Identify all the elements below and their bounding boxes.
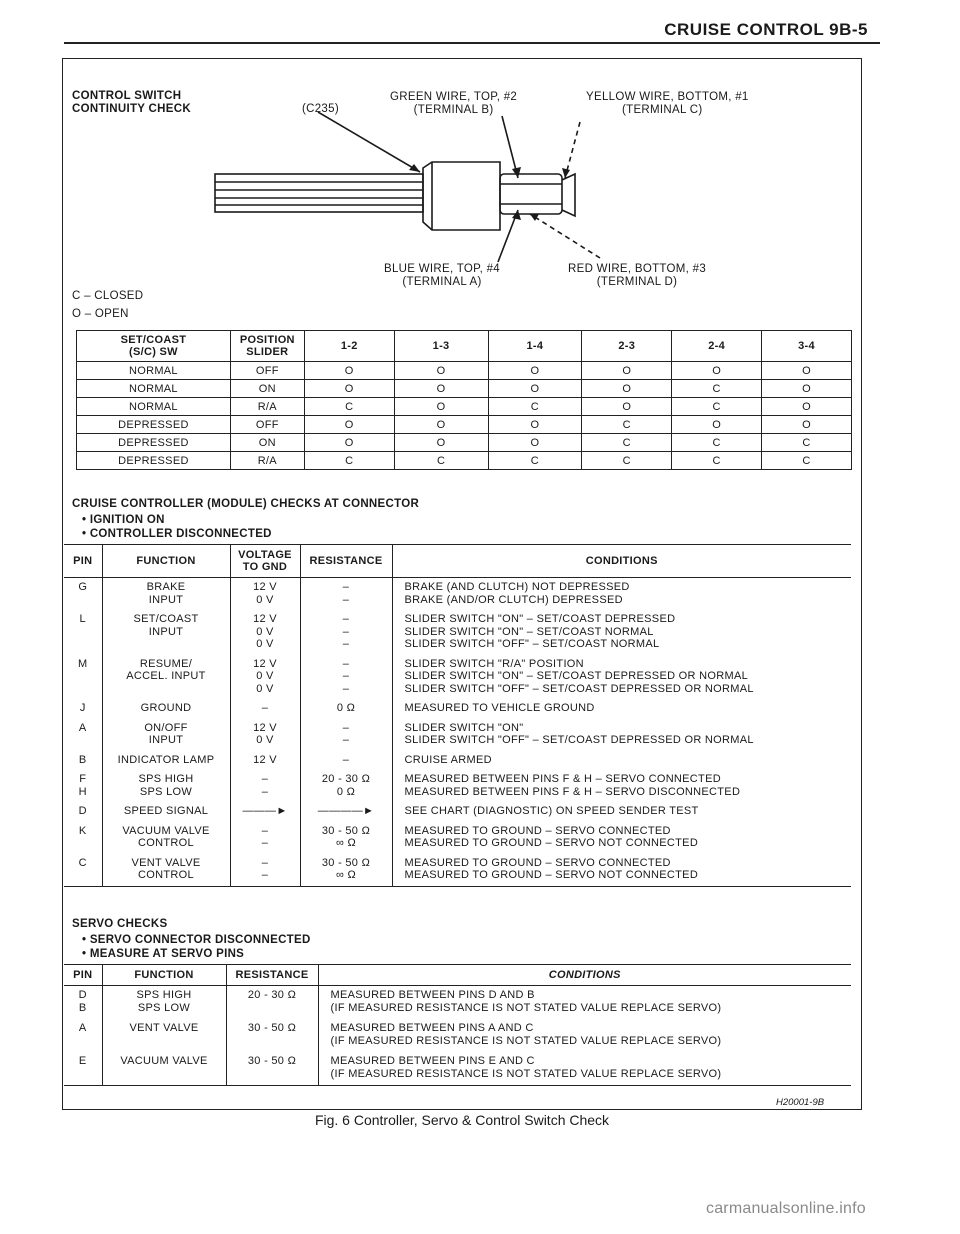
table-cell: NORMAL: [77, 398, 231, 416]
table-cell: O: [488, 362, 582, 380]
table-cell: O: [394, 416, 488, 434]
switch-col-header: 1-2: [304, 331, 394, 362]
table-cell: M: [64, 655, 102, 700]
figure-caption: Fig. 6 Controller, Servo & Control Switch Check: [314, 1112, 610, 1128]
switch-col-header: 2-3: [582, 331, 672, 362]
table-cell: SLIDER SWITCH "ON" – SET/COAST DEPRESSED SLIDER SWITCH "ON" – SET/COAST NORMAL SLIDER SWITCH "OFF" – SET/COAST NORMAL: [404, 613, 676, 650]
table-cell: O: [672, 362, 762, 380]
table-cell: K: [64, 822, 102, 854]
table-row: [64, 986, 851, 1020]
table-cell: D: [64, 802, 102, 822]
table-cell: MEASURED BETWEEN PINS E AND C (IF MEASURED RESISTANCE IS NOT STATED VALUE REPLACE SERVO): [330, 1055, 722, 1080]
table-cell: MEASURED BETWEEN PINS D AND B (IF MEASURED RESISTANCE IS NOT STATED VALUE REPLACE SERVO): [330, 989, 722, 1014]
table-cell: C: [304, 452, 394, 470]
table-cell: O: [304, 416, 394, 434]
table-cell: ON: [230, 380, 304, 398]
table-cell: O: [582, 362, 672, 380]
table-cell: DEPRESSED: [77, 452, 231, 470]
table-cell: D B: [64, 986, 102, 1020]
controller-table-header-row: [64, 545, 851, 578]
table-row: [77, 434, 852, 452]
table-row: [64, 610, 851, 655]
table-cell: MEASURED TO GROUND – SERVO CONNECTED MEASURED TO GROUND – SERVO NOT CONNECTED: [404, 824, 699, 849]
page-header-title: CRUISE CONTROL 9B-5: [664, 20, 868, 39]
servo-checks-table: [64, 964, 851, 1086]
table-cell: O: [582, 398, 672, 416]
green-wire-label: GREEN WIRE, TOP, #2 (TERMINAL B): [390, 91, 518, 116]
table-cell: RESUME/ ACCEL. INPUT: [102, 655, 230, 700]
servo-bullet-1: • SERVO CONNECTOR DISCONNECTED: [82, 934, 311, 946]
table-cell: 12 V 0 V 0 V: [230, 610, 300, 655]
table-cell: O: [762, 362, 852, 380]
table-cell: SPS HIGH SPS LOW: [102, 986, 226, 1020]
switch-col-header: POSITION SLIDER: [230, 331, 304, 362]
table-cell: O: [762, 398, 852, 416]
terminal-section: [500, 174, 562, 214]
servo-bullet-2: • MEASURE AT SERVO PINS: [82, 948, 245, 960]
switch-continuity-table: [76, 330, 852, 470]
connector-body: [423, 162, 500, 230]
controller-col-header: VOLTAGE TO GND: [230, 545, 300, 578]
table-cell: O: [488, 416, 582, 434]
red-leader: [530, 214, 600, 258]
table-cell: L: [64, 610, 102, 655]
table-cell: 30 - 50 Ω ∞ Ω: [300, 854, 392, 887]
table-cell: C: [762, 434, 852, 452]
table-row: [64, 854, 851, 887]
servo-col-header: PIN: [64, 965, 102, 986]
table-cell: C: [488, 452, 582, 470]
legend-closed: C – CLOSED: [72, 290, 144, 302]
table-cell: C: [672, 434, 762, 452]
table-cell: G: [64, 578, 102, 611]
table-cell: C: [582, 434, 672, 452]
table-cell: –: [230, 699, 300, 719]
diagram-title: CONTROL SWITCH CONTINUITY CHECK: [72, 90, 191, 115]
controller-bullet-2: • CONTROLLER DISCONNECTED: [82, 528, 272, 540]
table-row: [77, 452, 852, 470]
table-cell: O: [672, 416, 762, 434]
controller-checks-table: [64, 544, 851, 887]
table-row: [64, 578, 851, 611]
controller-col-header: PIN: [64, 545, 102, 578]
table-cell: C: [582, 452, 672, 470]
table-cell: SLIDER SWITCH "ON" SLIDER SWITCH "OFF" – SET/COAST DEPRESSED OR NORMAL: [404, 721, 754, 746]
table-cell: ON/OFF INPUT: [102, 719, 230, 751]
table-row: [64, 822, 851, 854]
table-cell: – –: [300, 719, 392, 751]
table-cell: 0 Ω: [300, 699, 392, 719]
table-cell: A: [64, 719, 102, 751]
controller-bullet-1: • IGNITION ON: [82, 514, 165, 526]
table-row: [64, 770, 851, 802]
table-cell: R/A: [230, 398, 304, 416]
table-cell: O: [582, 380, 672, 398]
blue-wire-label: BLUE WIRE, TOP, #4 (TERMINAL A): [384, 263, 500, 288]
yellow-wire-label: YELLOW WIRE, BOTTOM, #1 (TERMINAL C): [586, 91, 749, 116]
table-row: [77, 416, 852, 434]
table-cell: VACUUM VALVE CONTROL: [102, 822, 230, 854]
table-cell: 20 - 30 Ω: [226, 986, 318, 1020]
table-cell: BRAKE INPUT: [102, 578, 230, 611]
table-cell: R/A: [230, 452, 304, 470]
table-cell: MEASURED TO VEHICLE GROUND: [404, 702, 595, 714]
switch-col-header: 2-4: [672, 331, 762, 362]
table-cell: O: [488, 434, 582, 452]
table-cell: 30 - 50 Ω: [226, 1052, 318, 1086]
table-cell: C: [672, 380, 762, 398]
switch-col-header: SET/COAST (S/C) SW: [77, 331, 231, 362]
table-cell: MEASURED BETWEEN PINS F & H – SERVO CONNECTED MEASURED BETWEEN PINS F & H – SERVO DISCONNECTED: [404, 773, 741, 798]
table-cell: VACUUM VALVE: [102, 1052, 226, 1086]
table-cell: O: [762, 380, 852, 398]
table-cell: A: [64, 1019, 102, 1052]
table-cell: ON: [230, 434, 304, 452]
table-cell: 20 - 30 Ω 0 Ω: [300, 770, 392, 802]
controller-title: CRUISE CONTROLLER (MODULE) CHECKS AT CONNECTOR: [72, 498, 420, 510]
table-cell: VENT VALVE: [102, 1019, 226, 1052]
table-cell: VENT VALVE CONTROL: [102, 854, 230, 887]
table-cell: C: [582, 416, 672, 434]
table-row: [77, 380, 852, 398]
connector-drawing: [200, 112, 620, 264]
table-row: [64, 655, 851, 700]
table-cell: SPS HIGH SPS LOW: [102, 770, 230, 802]
table-cell: 12 V: [230, 751, 300, 771]
table-cell: O: [762, 416, 852, 434]
table-cell: – –: [230, 854, 300, 887]
table-cell: O: [394, 434, 488, 452]
table-cell: 12 V 0 V: [230, 719, 300, 751]
table-cell: DEPRESSED: [77, 416, 231, 434]
switch-col-header: 1-4: [488, 331, 582, 362]
table-cell: C: [488, 398, 582, 416]
table-cell: – –: [230, 822, 300, 854]
table-cell: B: [64, 751, 102, 771]
connector-id: (C235): [302, 103, 339, 115]
table-cell: C: [394, 452, 488, 470]
table-cell: E: [64, 1052, 102, 1086]
table-cell: C: [304, 398, 394, 416]
table-cell: C: [762, 452, 852, 470]
table-row: [64, 719, 851, 751]
table-row: [77, 362, 852, 380]
table-cell: NORMAL: [77, 362, 231, 380]
servo-col-header: FUNCTION: [102, 965, 226, 986]
table-cell: O: [394, 362, 488, 380]
table-row: [77, 398, 852, 416]
switch-col-header: 3-4: [762, 331, 852, 362]
controller-col-header: RESISTANCE: [300, 545, 392, 578]
table-cell: 12 V 0 V: [230, 578, 300, 611]
servo-col-header: CONDITIONS: [318, 965, 851, 986]
switch-table-header-row: [77, 331, 852, 362]
table-cell: SLIDER SWITCH "R/A" POSITION SLIDER SWITCH "ON" – SET/COAST DEPRESSED OR NORMAL SLIDER SWITCH "OFF" – SET/COAST DEPRESSED OR NORMAL: [404, 657, 754, 695]
table-cell: F H: [64, 770, 102, 802]
servo-col-header: RESISTANCE: [226, 965, 318, 986]
table-cell: C: [672, 452, 762, 470]
table-cell: – – –: [300, 610, 392, 655]
table-cell: O: [394, 380, 488, 398]
red-wire-label: RED WIRE, BOTTOM, #3 (TERMINAL D): [568, 263, 707, 288]
table-cell: CRUISE ARMED: [404, 753, 492, 766]
table-cell: C: [64, 854, 102, 887]
table-cell: O: [304, 434, 394, 452]
table-row: [64, 1019, 851, 1052]
table-cell: DEPRESSED: [77, 434, 231, 452]
table-cell: NORMAL: [77, 380, 231, 398]
table-cell: 12 V 0 V 0 V: [230, 655, 300, 700]
table-cell: – –: [230, 770, 300, 802]
figure-code: H20001-9B: [776, 1097, 825, 1108]
table-cell: O: [394, 398, 488, 416]
table-cell: SPEED SIGNAL: [102, 802, 230, 822]
table-cell: MEASURED BETWEEN PINS A AND C (IF MEASURED RESISTANCE IS NOT STATED VALUE REPLACE SERVO): [330, 1022, 722, 1047]
controller-col-header: FUNCTION: [102, 545, 230, 578]
table-row: [64, 802, 851, 822]
table-cell: GROUND: [102, 699, 230, 719]
table-cell: 30 - 50 Ω ∞ Ω: [300, 822, 392, 854]
table-cell: MEASURED TO GROUND – SERVO CONNECTED MEASURED TO GROUND – SERVO NOT CONNECTED: [404, 856, 699, 881]
table-cell: –: [300, 751, 392, 771]
harness-outline: [215, 174, 423, 212]
table-cell: INDICATOR LAMP: [102, 751, 230, 771]
table-cell: SEE CHART (DIAGNOSTIC) ON SPEED SENDER TEST: [404, 805, 699, 817]
table-cell: SET/COAST INPUT: [102, 610, 230, 655]
c235-leader: [318, 112, 420, 172]
table-cell: – –: [300, 578, 392, 611]
table-cell: – – –: [300, 655, 392, 700]
table-cell: J: [64, 699, 102, 719]
table-cell: O: [304, 362, 394, 380]
table-cell: 30 - 50 Ω: [226, 1019, 318, 1052]
table-cell: BRAKE (AND CLUTCH) NOT DEPRESSED BRAKE (AND/OR CLUTCH) DEPRESSED: [404, 581, 630, 606]
table-row: [64, 751, 851, 771]
table-cell: OFF: [230, 362, 304, 380]
table-cell: ————►: [300, 802, 392, 822]
watermark-text: carmanualsonline.info: [706, 1200, 866, 1217]
controller-col-header: CONDITIONS: [392, 545, 851, 578]
table-cell: O: [304, 380, 394, 398]
legend-open: O – OPEN: [72, 308, 129, 320]
table-cell: OFF: [230, 416, 304, 434]
table-row: [64, 1052, 851, 1086]
table-cell: C: [672, 398, 762, 416]
servo-table-header-row: [64, 965, 851, 986]
switch-col-header: 1-3: [394, 331, 488, 362]
table-cell: O: [488, 380, 582, 398]
servo-title: SERVO CHECKS: [72, 918, 168, 930]
table-cell: ———►: [230, 802, 300, 822]
header-rule: [64, 42, 880, 44]
table-row: [64, 699, 851, 719]
